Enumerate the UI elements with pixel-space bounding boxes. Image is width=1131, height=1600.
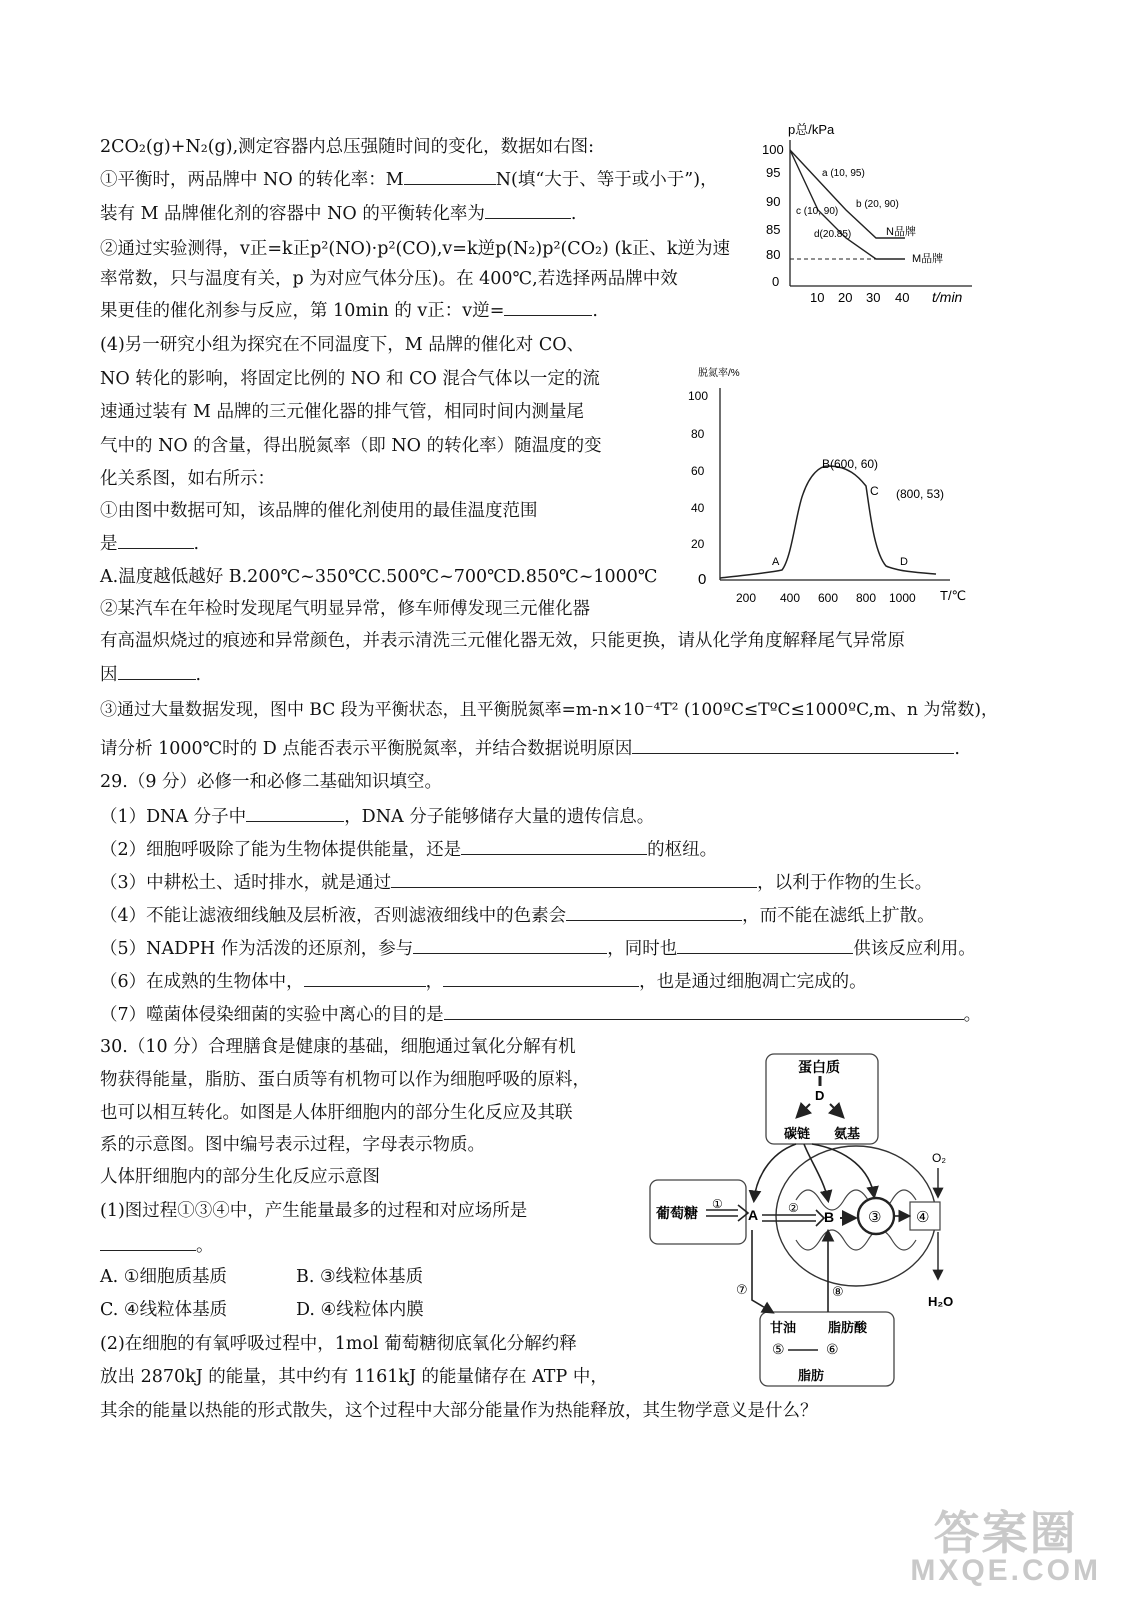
q30-option-c: C. ④线粒体基质	[100, 1300, 228, 1320]
glycerol-label: 甘油	[770, 1320, 797, 1335]
q29-item-6a: （6）在成熟的生物体中，	[100, 972, 304, 992]
label-a: A	[748, 1207, 759, 1223]
legend-n-brand: N品牌	[886, 226, 916, 238]
q28-p4-line-2: NO 转化的影响，将固定比例的 NO 和 CO 混合气体以一定的流	[100, 369, 600, 389]
q29-item-3a: （3）中耕松土、适时排水，就是通过	[100, 873, 392, 893]
answer-blank[interactable]	[118, 663, 196, 680]
q30-line-2: 物获得能量，脂肪、蛋白质等有机物可以作为细胞呼吸的原料，	[100, 1070, 590, 1090]
graph1-ytick: 80	[766, 247, 781, 262]
answer-blank[interactable]	[485, 202, 571, 219]
point-label-b: b (20, 90)	[856, 199, 899, 210]
answer-blank[interactable]	[100, 1234, 196, 1251]
graph2-y-ticks	[688, 389, 708, 588]
label-d: D	[815, 1088, 825, 1103]
fatty-acid-label: 脂肪酸	[828, 1320, 868, 1335]
graph2-ytick: 20	[691, 537, 705, 551]
q29-item-5c: 供该反应利用。	[853, 939, 976, 959]
q29-item-3	[100, 871, 932, 894]
answer-blank[interactable]	[632, 737, 954, 754]
answer-blank[interactable]	[444, 1003, 964, 1020]
carbon-chain-label: 碳链	[784, 1126, 811, 1141]
h2o-label: H₂O	[928, 1294, 954, 1309]
step-5-label: ⑤	[772, 1341, 785, 1357]
graph2-x-ticks	[736, 591, 916, 605]
arrow-a-to-glycerol	[752, 1230, 772, 1312]
answer-blank[interactable]	[246, 805, 344, 822]
graph1-ytick: 90	[766, 194, 781, 209]
q28-p4-line-4: 气中的 NO 的含量，得出脱氮率（即 NO 的转化率）随温度的变	[100, 436, 602, 456]
graph2-xtick: 800	[856, 591, 877, 605]
q30-option-a: A. ①细胞质基质	[100, 1267, 227, 1287]
q29-item-6	[100, 970, 867, 993]
q29-item-2	[100, 838, 717, 861]
point-label-c: c (10, 90)	[796, 206, 839, 217]
q29-item-1	[100, 805, 654, 828]
q29-item-1b: ，DNA 分子能够储存大量的遗传信息。	[344, 807, 655, 827]
q28-line-2	[100, 168, 718, 191]
point-label-d: D	[900, 556, 908, 568]
q29-item-4b: ，而不能在滤纸上扩散。	[742, 906, 935, 926]
graph1-ylabel: p总/kPa	[788, 122, 835, 137]
amino-label: 氨基	[834, 1126, 861, 1141]
answer-blank[interactable]	[461, 838, 647, 855]
step-3-label: ③	[868, 1209, 882, 1226]
graph1-xtick: 40	[895, 290, 910, 305]
answer-blank[interactable]	[118, 532, 194, 549]
graph1-x-ticks	[810, 290, 909, 305]
fat-label: 脂肪	[798, 1368, 825, 1383]
q29-item-7b: 。	[963, 1005, 982, 1025]
graph2-xtick: 400	[780, 591, 801, 605]
q28-p4-line-7: 是 .	[100, 534, 200, 554]
answer-blank[interactable]	[391, 871, 757, 888]
series-line-n-brand	[790, 150, 905, 238]
q29-item-3b: ，以利于作物的生长。	[757, 873, 933, 893]
answer-blank[interactable]	[443, 970, 639, 987]
graph2-xlabel: T/℃	[940, 588, 967, 603]
graph2-ytick: 80	[691, 427, 705, 441]
q29-item-5a: （5）NADPH 作为活泼的还原剂，参与	[100, 939, 414, 959]
point-label-c-value: (800, 53)	[896, 487, 945, 501]
q28-p4-line-13: 请分析 1000℃时的 D 点能否表示平衡脱氮率，并结合数据说明原因 .	[100, 739, 960, 759]
watermark-title: 答案圈	[933, 1507, 1078, 1559]
q28-line-3a: 装有 M 品牌催化剂的容器中 NO 的平衡转化率为	[100, 204, 485, 224]
q28-p4-line-11: 因 .	[100, 665, 202, 685]
q28-line-5: 率常数，只与温度有关，p 为对应气体分压)。在 400℃,若选择两品牌中效	[100, 269, 678, 289]
graph1-ytick: 100	[762, 142, 784, 157]
point-label-a: a (10, 95)	[822, 168, 865, 179]
step-7-label: ⑦	[736, 1282, 748, 1297]
answer-blank[interactable]	[304, 970, 426, 987]
q28-p4-line-1: (4)另一研究小组为探究在不同温度下，M 品牌的催化对 CO、	[100, 335, 585, 355]
q28-p4-line-3: 速通过装有 M 品牌的三元催化器的排气管，相同时间内测量尾	[100, 402, 585, 422]
q28-line-4: ②通过实验测得，v正=k正p²(NO)·p²(CO),v=k逆p(N₂)p²(CO₂) (k正、k逆为速	[100, 239, 730, 259]
graph2-ytick: 0	[698, 571, 707, 588]
graph2-ytick: 60	[691, 464, 705, 478]
q28-p4-line-9: ②某汽车在年检时发现尾气明显异常，修车师傅发现三元催化器	[100, 599, 590, 619]
step-2-label: ②	[788, 1201, 799, 1215]
q30-line-6: (1)图过程①③④中，产生能量最多的过程和对应场所是	[100, 1201, 528, 1221]
q28-p4-line-13a: 请分析 1000℃时的 D 点能否表示平衡脱氮率，并结合数据说明原因	[100, 739, 633, 759]
q30-line-5: 人体肝细胞内的部分生化反应示意图	[100, 1167, 380, 1187]
q29-item-6c: ，也是通过细胞凋亡完成的。	[639, 972, 867, 992]
q30-option-d: D. ④线粒体内膜	[296, 1300, 424, 1320]
graph2-xtick: 200	[736, 591, 757, 605]
q28-line-6: 果更佳的催化剂参与反应，第 10min 的 v正：v逆= .	[100, 301, 598, 321]
graph2-xtick: 1000	[889, 591, 916, 605]
watermark	[910, 1507, 1101, 1587]
watermark-url: MXQE.COM	[910, 1554, 1101, 1587]
q29-item-7a: （7）噬菌体侵染细菌的实验中离心的目的是	[100, 1005, 444, 1025]
q30-line-10: 放出 2870kJ 的能量，其中约有 1161kJ 的能量储存在 ATP 中，	[100, 1367, 608, 1387]
q29-item-1a: （1）DNA 分子中	[100, 807, 247, 827]
point-label-c: C	[870, 484, 879, 498]
q28-line-2a: ①平衡时，两品牌中 NO 的转化率：M	[100, 170, 404, 190]
q28-p4-line-11a: 因	[100, 665, 118, 685]
q30-line-7	[100, 1234, 214, 1257]
q29-item-4	[100, 904, 935, 927]
q29-item-5	[100, 937, 976, 960]
glucose-label: 葡萄糖	[656, 1205, 698, 1221]
q28-line-2b: N(填“大于、等于或小于”)，	[495, 170, 718, 190]
q29-title: 29.（9 分）必修一和必修二基础知识填空。	[100, 772, 443, 792]
point-label-b: B(600, 60)	[822, 457, 879, 471]
graph1-ytick: 95	[766, 165, 781, 180]
graph2-ytick: 100	[688, 389, 709, 403]
graph2-ylabel: 脱氮率/%	[698, 368, 740, 379]
q28-line-6a: 果更佳的催化剂参与反应，第 10min 的 v正：v逆=	[100, 301, 505, 321]
answer-blank[interactable]	[404, 168, 496, 185]
step-1-label: ①	[712, 1197, 723, 1211]
q28-p4-line-10: 有高温炽烧过的痕迹和异常颜色，并表示清洗三元催化器无效，只能更换，请从化学角度解释尾气异常原	[100, 631, 905, 651]
graph1-y-ticks	[762, 142, 784, 289]
legend-m-brand: M品牌	[912, 253, 944, 265]
answer-blank[interactable]	[566, 904, 742, 921]
graph1-ytick: 0	[772, 274, 780, 289]
q29-item-2b: 的枢纽。	[647, 840, 718, 860]
graph1-xtick: 20	[838, 290, 853, 305]
graph2-ytick: 40	[691, 501, 705, 515]
step-4-label: ④	[916, 1209, 930, 1226]
point-label-d: d(20.85)	[814, 229, 852, 240]
q29-item-4a: （4）不能让滤液细线触及层析液，否则滤液细线中的色素会	[100, 906, 567, 926]
label-b: B	[824, 1209, 835, 1225]
q30-line-4: 系的示意图。图中编号表示过程，字母表示物质。	[100, 1135, 485, 1155]
liver-cell-metabolism-diagram	[648, 1050, 976, 1390]
q30-line-9: (2)在细胞的有氧呼吸过程中，1mol 葡萄糖彻底氧化分解约释	[100, 1334, 577, 1354]
q28-options: A.温度越低越好 B.200℃~350℃C.500℃~700℃D.850℃~1000℃	[100, 567, 658, 587]
q28-p4-line-5: 化关系图，如右所示：	[100, 469, 275, 489]
q28-p4-line-6: ①由图中数据可知，该品牌的催化剂使用的最佳温度范围	[100, 501, 538, 521]
graph2-xtick: 600	[818, 591, 839, 605]
q30-line-3: 也可以相互转化。如图是人体肝细胞内的部分生化反应及其联	[100, 1103, 573, 1123]
graph1-xtick: 10	[810, 290, 825, 305]
q29-item-7	[100, 1003, 981, 1026]
q28-line-3: 装有 M 品牌催化剂的容器中 NO 的平衡转化率为 .	[100, 204, 577, 224]
q30-option-b: B. ③线粒体基质	[296, 1267, 424, 1287]
protein-label: 蛋白质	[798, 1059, 840, 1075]
o2-label: O₂	[932, 1151, 946, 1165]
q29-item-5b: ，同时也	[607, 939, 678, 959]
q28-p4-line-12: ③通过大量数据发现，图中 BC 段为平衡状态，且平衡脱氮率=m-n×10⁻⁴T² (100ºC≤TºC≤1000ºC,m、n 为常数)，	[100, 700, 998, 720]
q28-p4-line-7a: 是	[100, 534, 118, 554]
q28-line-1: 2CO₂(g)+N₂(g),测定容器内总压强随时间的变化，数据如右图:	[100, 137, 595, 157]
answer-blank[interactable]	[677, 937, 853, 954]
q30-line-7a: 。	[196, 1236, 214, 1256]
step-8-label: ⑧	[832, 1284, 844, 1299]
graph1-xlabel: t/min	[932, 289, 963, 305]
pressure-time-graph	[752, 118, 992, 313]
denitrification-graph	[688, 362, 984, 608]
q29-item-2a: （2）细胞呼吸除了能为生物体提供能量，还是	[100, 840, 462, 860]
q30-line-1: 30.（10 分）合理膳食是健康的基础，细胞通过氧化分解有机	[100, 1037, 576, 1057]
answer-blank[interactable]	[504, 299, 592, 316]
graph1-xtick: 30	[866, 290, 881, 305]
q29-item-6b: ，	[425, 972, 444, 992]
graph1-ytick: 85	[766, 222, 781, 237]
answer-blank[interactable]	[413, 937, 607, 954]
step-6-label: ⑥	[826, 1341, 839, 1357]
point-label-a: A	[772, 556, 780, 568]
q30-line-11: 其余的能量以热能的形式散失，这个过程中大部分能量作为热能释放，其生物学意义是什么？	[100, 1401, 818, 1421]
